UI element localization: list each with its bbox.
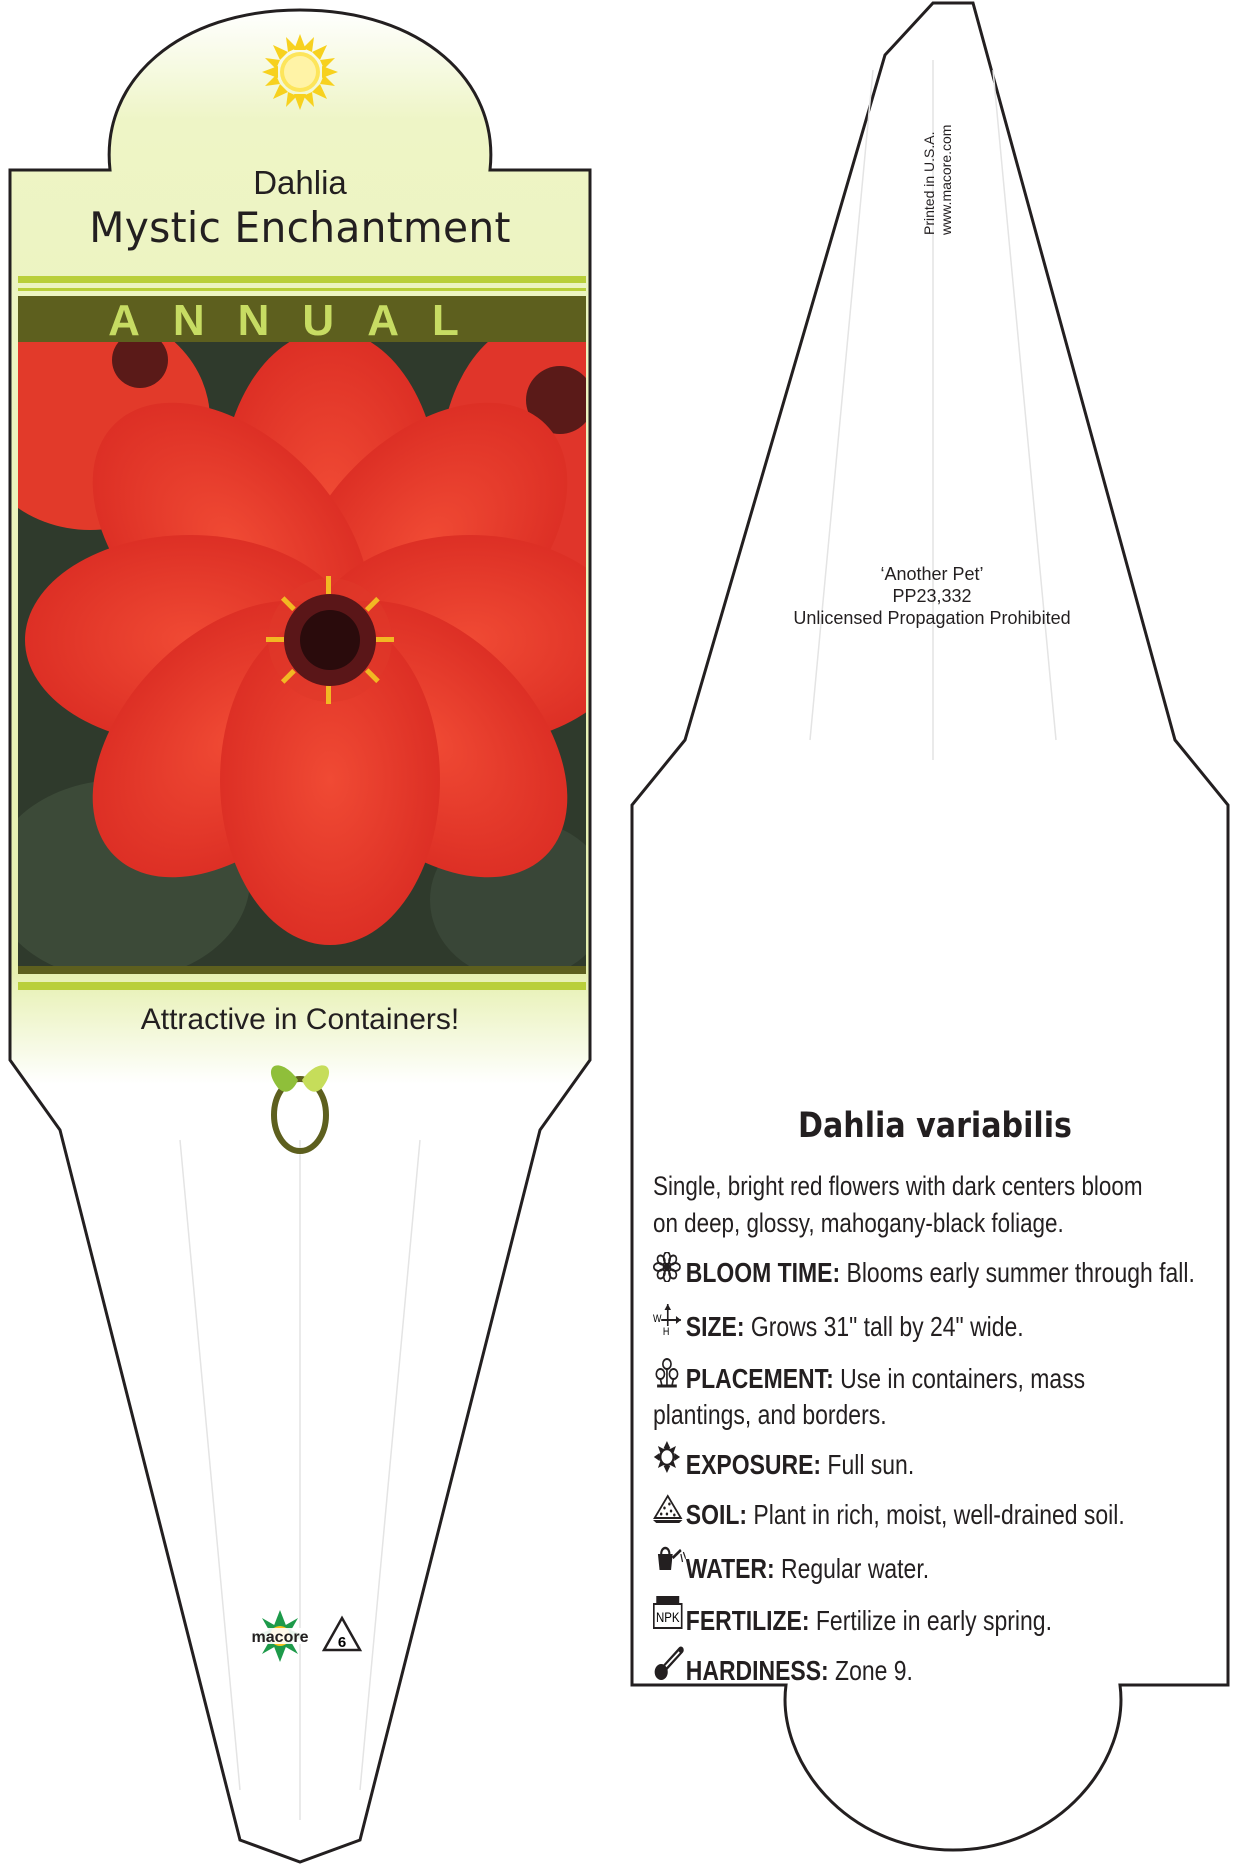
care-hardiness — [653, 1646, 913, 1689]
lime-bar — [18, 982, 586, 990]
printed-line: Printed in U.S.A. — [921, 131, 937, 235]
care-label: HARDINESS: — [685, 1655, 829, 1686]
size-arrows-icon — [653, 1302, 686, 1345]
care-text: Blooms early summer through fall. — [846, 1257, 1195, 1288]
thermometer-icon — [653, 1646, 686, 1689]
scientific-name: Dahlia variabilis — [798, 1106, 1072, 1146]
tagline: Attractive in Containers! — [140, 1003, 460, 1036]
svg-text:W: W — [653, 1313, 662, 1326]
care-label: FERTILIZE: — [685, 1605, 810, 1636]
care-text: Plant in rich, moist, well-drained soil. — [753, 1499, 1125, 1530]
care-label: WATER: — [685, 1553, 775, 1584]
care-text: Regular water. — [781, 1553, 930, 1584]
trade-name: ‘Another Pet’ — [880, 564, 984, 584]
care-water — [653, 1544, 929, 1587]
care-text: Full sun. — [827, 1449, 915, 1480]
care-text: Grows 31" tall by 24" wide. — [750, 1311, 1024, 1342]
svg-text:6: 6 — [337, 1634, 347, 1651]
placement-icon — [653, 1356, 686, 1397]
lime-bar — [18, 276, 586, 283]
care-exposure — [653, 1440, 914, 1483]
variety-name: Mystic Enchantment — [89, 203, 511, 252]
care-label: BLOOM TIME: — [685, 1257, 841, 1288]
care-fertilize — [653, 1596, 1052, 1639]
svg-text:NPK: NPK — [655, 1608, 680, 1626]
photo-bottom-bar — [18, 966, 586, 974]
patent-block — [722, 563, 1142, 629]
care-bloom-time — [653, 1252, 1195, 1291]
watering-can-icon — [653, 1544, 686, 1587]
annual-label: ANNUAL — [108, 296, 492, 345]
plant-description: Single, bright red flowers with dark centers bloom on deep, glossy, mahogany-black foliage. — [653, 1171, 1143, 1238]
genus-name: Dahlia — [253, 164, 347, 201]
svg-text:macore: macore — [251, 1629, 309, 1646]
flower-icon — [653, 1252, 686, 1291]
printed-note — [921, 85, 955, 235]
soil-icon — [653, 1492, 686, 1533]
npk-bag-icon — [653, 1596, 686, 1639]
website-line: www.macore.com — [938, 124, 954, 235]
sun-outline-icon — [653, 1440, 686, 1483]
care-text: Use in containers, mass plantings, and borders. — [653, 1363, 1086, 1430]
care-label: SIZE: — [685, 1311, 745, 1342]
care-text: Zone 9. — [835, 1655, 913, 1686]
sun-icon — [262, 34, 338, 110]
care-text: Fertilize in early spring. — [815, 1605, 1052, 1636]
care-label: SOIL: — [685, 1499, 748, 1530]
svg-text:H: H — [662, 1326, 670, 1336]
flower-photo — [0, 310, 640, 980]
care-soil — [653, 1492, 1125, 1533]
care-label: EXPOSURE: — [685, 1449, 822, 1480]
care-placement — [653, 1356, 1129, 1433]
care-label: PLACEMENT: — [685, 1363, 834, 1394]
care-size — [653, 1302, 1024, 1345]
propagation-note: Unlicensed Propagation Prohibited — [793, 608, 1071, 628]
front-tag — [0, 0, 600, 1865]
lime-bar — [18, 288, 586, 291]
patent-number: PP23,332 — [892, 586, 972, 606]
